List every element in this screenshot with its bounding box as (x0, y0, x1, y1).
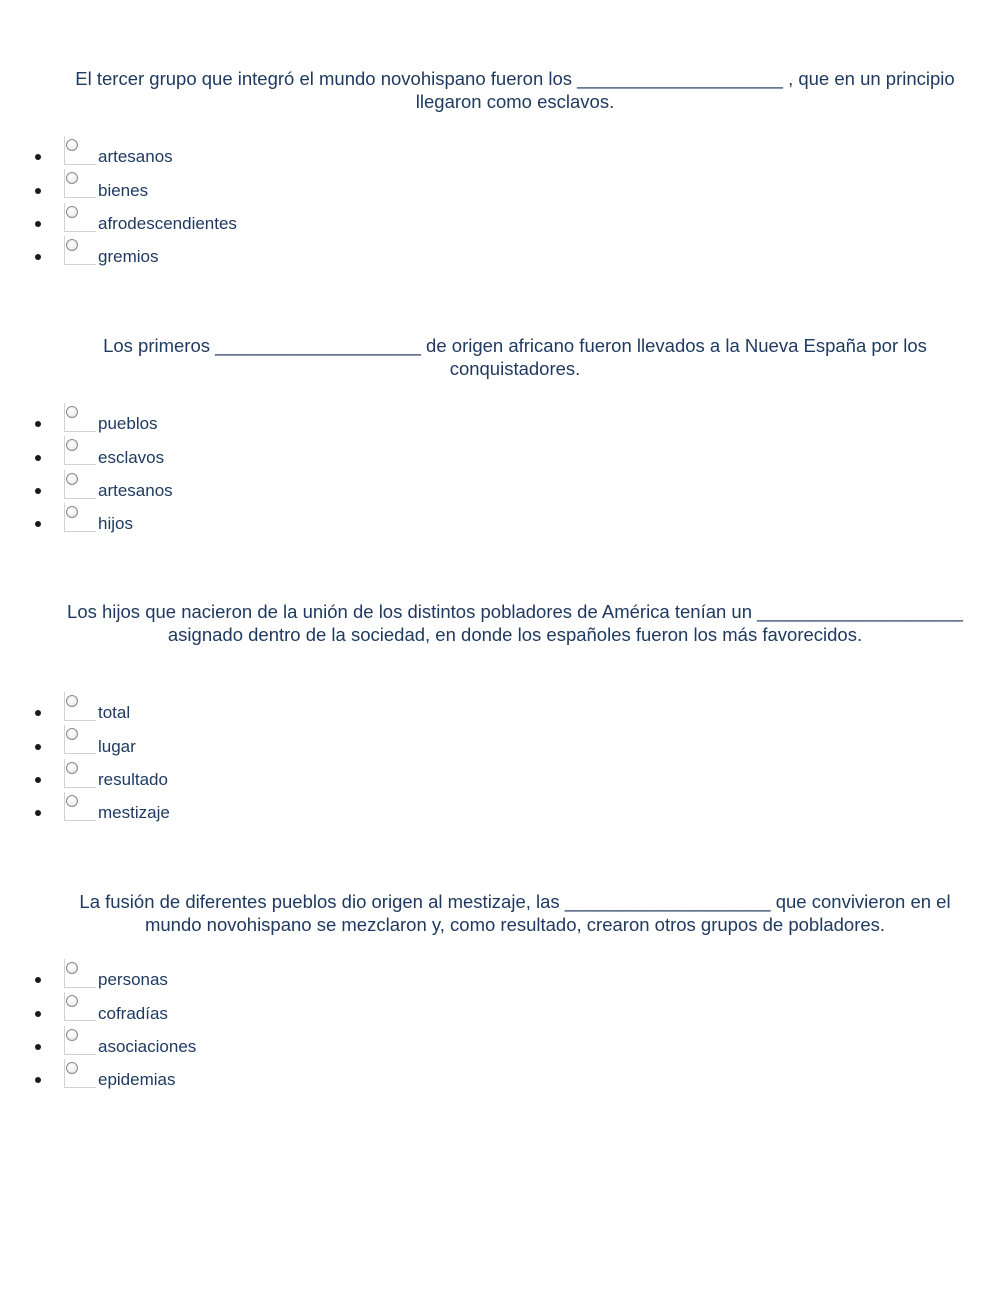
option-label: cofradías (98, 1003, 168, 1023)
option-label: total (98, 703, 131, 723)
question-1 (55, 67, 975, 113)
bullet-icon (35, 1044, 41, 1050)
option-item[interactable] (35, 469, 173, 502)
radio-container (64, 403, 96, 432)
option-item[interactable] (35, 502, 173, 535)
bullet-icon (35, 977, 41, 983)
option-item[interactable] (35, 991, 196, 1024)
radio-container (64, 959, 96, 988)
radio-container (64, 792, 96, 821)
question-2 (55, 334, 975, 380)
radio-container (64, 992, 96, 1021)
radio-button[interactable] (66, 995, 78, 1007)
option-item[interactable] (35, 691, 170, 724)
option-item[interactable] (35, 168, 237, 201)
option-label: lugar (98, 736, 136, 756)
question-text: El tercer grupo que integró el mundo novohispano fueron los ____________________ , que en un principio llegaron como esclavos. (75, 68, 955, 112)
radio-container (64, 759, 96, 788)
bullet-icon (35, 254, 41, 260)
options-list-2 (35, 402, 173, 535)
radio-container (64, 1026, 96, 1055)
question-4 (55, 890, 975, 936)
question-3 (55, 600, 975, 646)
question-text: Los primeros ____________________ de origen africano fueron llevados a la Nueva España por los conquistadores. (103, 335, 927, 379)
bullet-icon (35, 744, 41, 750)
radio-container (64, 1059, 96, 1088)
option-item[interactable] (35, 435, 173, 468)
bullet-icon (35, 521, 41, 527)
bullet-icon (35, 154, 41, 160)
radio-container (64, 470, 96, 499)
bullet-icon (35, 710, 41, 716)
radio-container (64, 436, 96, 465)
bullet-icon (35, 221, 41, 227)
radio-button[interactable] (66, 1029, 78, 1041)
radio-container (64, 169, 96, 198)
bullet-icon (35, 455, 41, 461)
radio-container (64, 503, 96, 532)
option-label: resultado (98, 769, 168, 789)
option-item[interactable] (35, 1058, 196, 1091)
radio-button[interactable] (66, 172, 78, 184)
options-list-3 (35, 691, 170, 824)
option-label: asociaciones (98, 1036, 197, 1056)
options-list-1 (35, 135, 237, 268)
options-list-4 (35, 958, 196, 1091)
radio-button[interactable] (66, 439, 78, 451)
radio-button[interactable] (66, 406, 78, 418)
option-label: personas (98, 970, 168, 990)
option-item[interactable] (35, 202, 237, 235)
option-item[interactable] (35, 1025, 196, 1058)
radio-button[interactable] (66, 239, 78, 251)
radio-button[interactable] (66, 695, 78, 707)
radio-container (64, 725, 96, 754)
option-item[interactable] (35, 791, 170, 824)
option-label: mestizaje (98, 803, 170, 823)
bullet-icon (35, 777, 41, 783)
question-text: Los hijos que nacieron de la unión de los distintos pobladores de América tenían un ____________________ asignado dentro de la sociedad, en donde los españoles fueron los más favorecidos. (67, 601, 963, 645)
bullet-icon (35, 810, 41, 816)
radio-container (64, 203, 96, 232)
option-label: hijos (98, 514, 133, 534)
question-text: La fusión de diferentes pueblos dio origen al mestizaje, las ____________________ que convivieron en el mundo novohispano se mezclaron y, como resultado, crearon otros grupos de pobladores. (79, 891, 951, 935)
radio-button[interactable] (66, 728, 78, 740)
radio-container (64, 136, 96, 165)
radio-button[interactable] (66, 139, 78, 151)
option-label: artesanos (98, 480, 173, 500)
bullet-icon (35, 488, 41, 494)
radio-container (64, 236, 96, 265)
option-item[interactable] (35, 958, 196, 991)
bullet-icon (35, 1011, 41, 1017)
radio-button[interactable] (66, 506, 78, 518)
option-item[interactable] (35, 135, 237, 168)
option-item[interactable] (35, 758, 170, 791)
radio-button[interactable] (66, 473, 78, 485)
bullet-icon (35, 421, 41, 427)
option-label: pueblos (98, 414, 158, 434)
radio-button[interactable] (66, 1062, 78, 1074)
option-label: epidemias (98, 1070, 176, 1090)
bullet-icon (35, 188, 41, 194)
option-item[interactable] (35, 235, 237, 268)
option-item[interactable] (35, 402, 173, 435)
radio-button[interactable] (66, 762, 78, 774)
radio-button[interactable] (66, 206, 78, 218)
option-item[interactable] (35, 724, 170, 757)
option-label: afrodescendientes (98, 213, 237, 233)
option-label: gremios (98, 247, 159, 267)
option-label: esclavos (98, 447, 165, 467)
radio-button[interactable] (66, 962, 78, 974)
radio-container (64, 692, 96, 721)
radio-button[interactable] (66, 795, 78, 807)
bullet-icon (35, 1077, 41, 1083)
option-label: artesanos (98, 147, 173, 167)
option-label: bienes (98, 180, 149, 200)
